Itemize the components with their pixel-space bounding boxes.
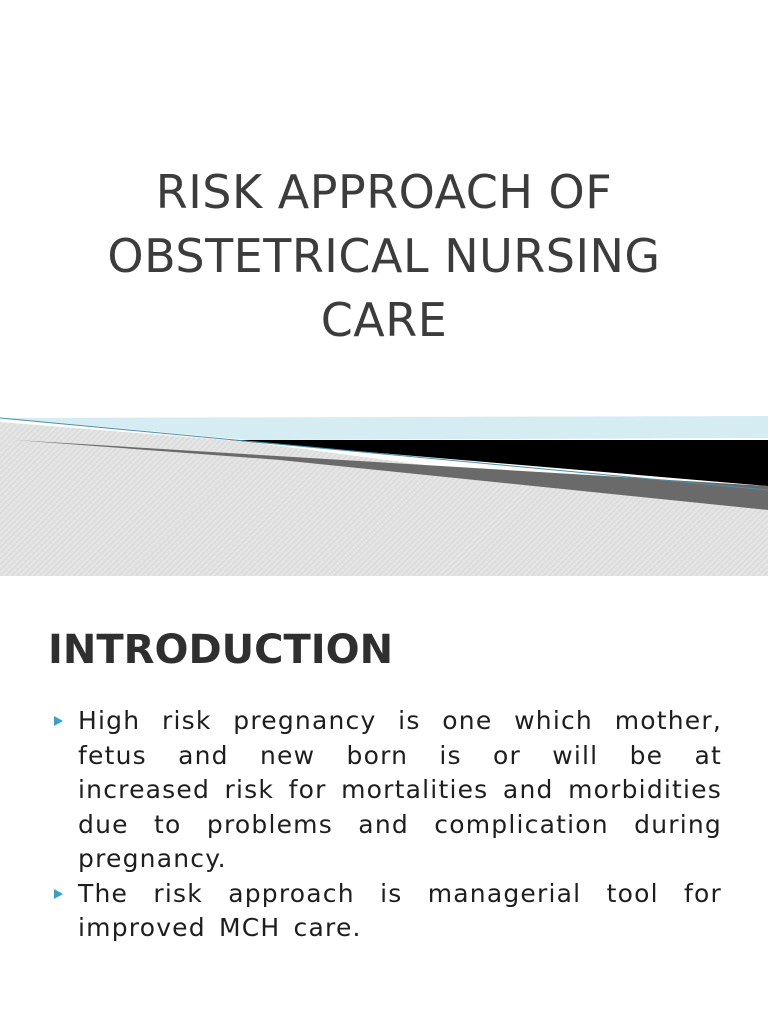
title-line-1: RISK APPROACH OF (155, 165, 613, 219)
triangle-bullet-icon (54, 716, 63, 726)
bullet-text: The risk approach is managerial tool for improved MCH care. (78, 878, 722, 942)
slide-title (40, 160, 728, 352)
list-item (52, 704, 722, 877)
title-line-3: CARE (320, 293, 448, 347)
bullet-list (52, 704, 722, 946)
title-line-2: OBSTETRICAL NURSING (107, 229, 661, 283)
list-item (52, 877, 722, 946)
triangle-bullet-icon (54, 889, 63, 899)
slide-heading: INTRODUCTION (48, 627, 394, 673)
bullet-text: High risk pregnancy is one which mother, fetus and new born is or will be at increased risk for mortalities and morbidities due to problems and complication during pregnancy. (78, 706, 722, 873)
decorative-wave-band (0, 400, 768, 576)
content-slide (0, 576, 768, 1024)
